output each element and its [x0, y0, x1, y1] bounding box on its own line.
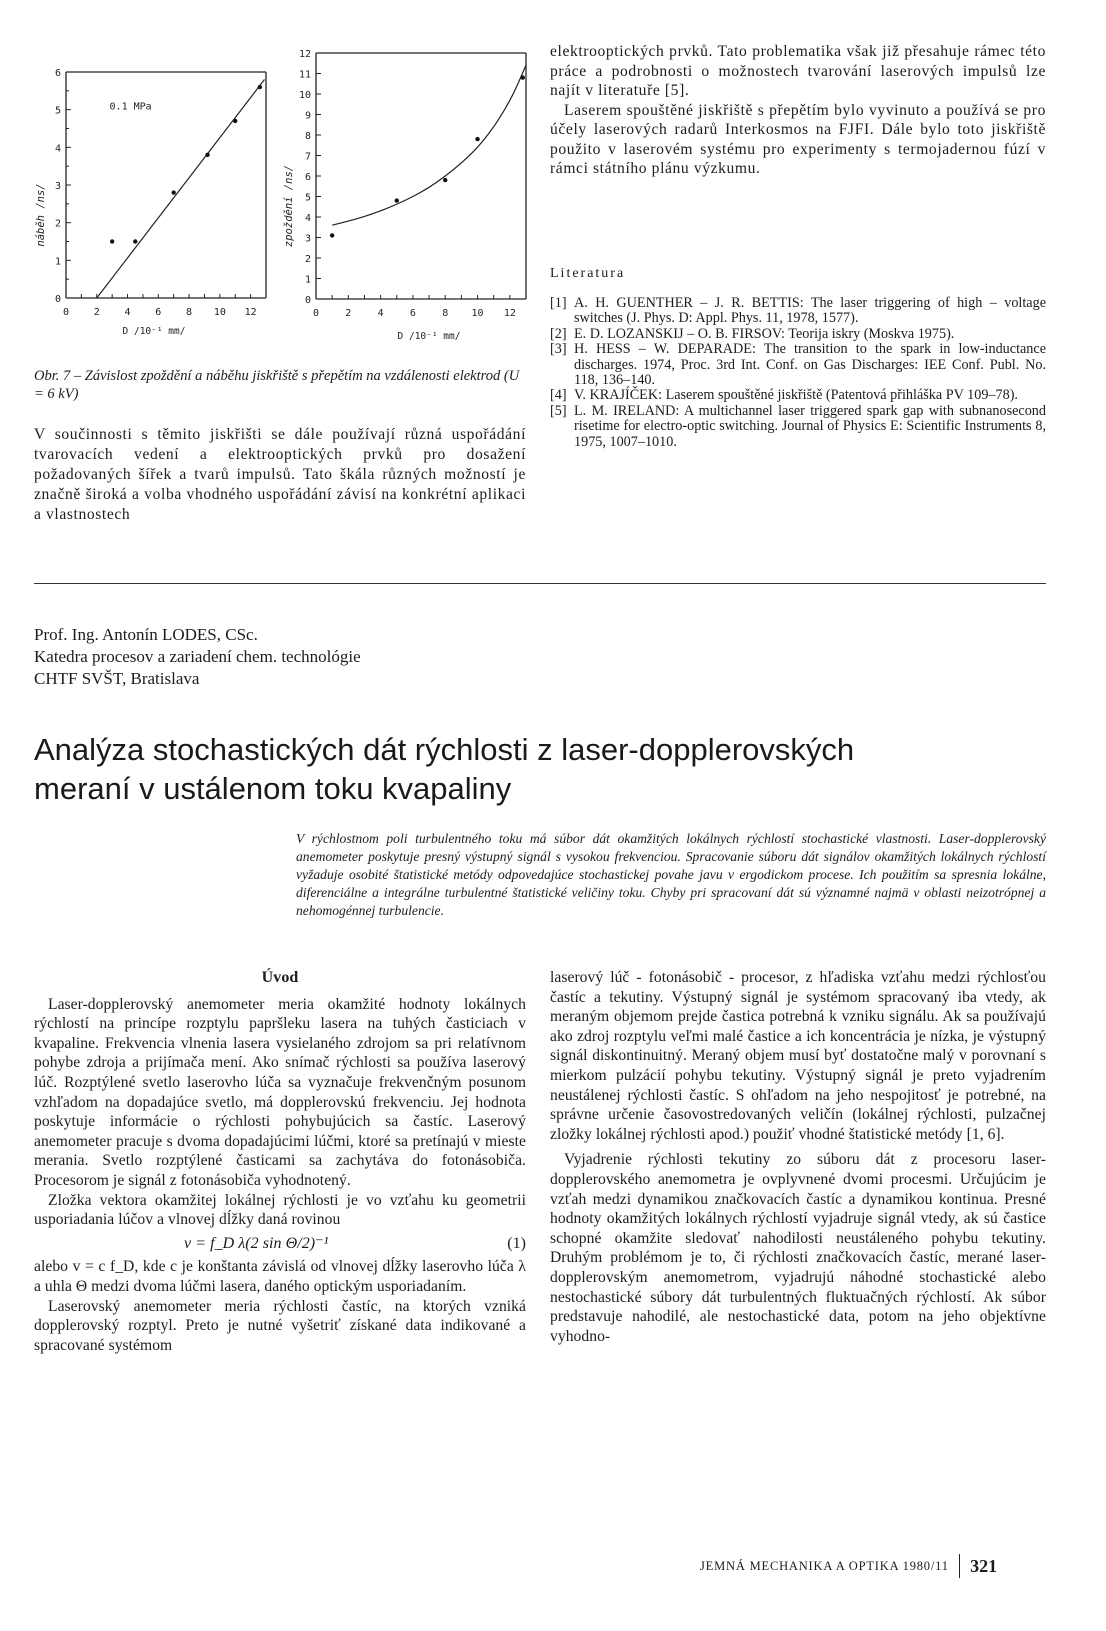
data-point: [133, 239, 137, 243]
reference-item: [550, 296, 1046, 327]
reference-text: L. M. IRELAND: A multichannel laser triggered spark gap with subnanosecond risetime for electro-optic switching. Journal of Physics E: Scientific Instruments 8, 1975, 1007–1010.: [574, 402, 1046, 450]
footer-journal: JEMNÁ MECHANIKA A OPTIKA 1980/11: [700, 1558, 949, 1573]
abstract: [296, 830, 1046, 920]
section-divider: [34, 583, 1046, 584]
reference-number: [2]: [550, 325, 567, 342]
data-point: [171, 190, 175, 194]
figure-caption: [34, 367, 526, 403]
page-number: 321: [970, 1555, 998, 1576]
y-tick-label: 3: [54, 181, 61, 192]
reference-item: [550, 327, 1046, 342]
x-tick-label: 6: [409, 308, 416, 319]
x-tick-label: 2: [93, 307, 100, 318]
right-top-p1: elektrooptických prvků. Tato problematika však již přesahuje rámec této práce a podrobnosti o možnostech tvarování laserových impulsů lze najít v literatuře [5].: [550, 43, 1046, 99]
x-tick-label: 6: [155, 307, 162, 318]
x-tick-label: 4: [124, 307, 131, 318]
footer-separator: [959, 1554, 960, 1578]
x-tick-label: 8: [442, 308, 449, 319]
y-tick-label: 12: [298, 49, 311, 60]
y-tick-label: 3: [304, 233, 311, 245]
author-institution: CHTF SVŠT, Bratislava: [34, 669, 200, 688]
y-tick-label: 7: [304, 151, 311, 163]
article-title-line-1: Analýza stochastických dát rýchlosti z laser-dopplerovských: [34, 732, 855, 767]
reference-text: V. KRAJÍČEK: Laserem spouštěné jiskřiště (Patentová přihláška PV 109–78).: [574, 387, 1018, 404]
y-tick-label: 2: [54, 218, 61, 230]
y-tick-label: 4: [304, 213, 311, 224]
intro-paragraph-3: alebo v = c f_D, kde c je konštanta závislá od vlnovej dĺžky laserovho lúča λ a uhla Θ medzi dvoma lúčmi lasera, daného optickým usporiadaním.: [34, 1258, 526, 1295]
reference-item: [550, 342, 1046, 388]
y-tick-label: 5: [304, 192, 311, 204]
y-tick-label: 4: [54, 143, 61, 155]
y-tick-label: 2: [304, 254, 311, 265]
x-axis-label: D /10⁻¹ mm/: [397, 331, 461, 342]
reference-number: [3]: [550, 341, 567, 358]
reference-text: H. HESS – W. DEPARADE: The transition to the spark in low-inductance discharges. 1974, Proc. 3rd Int. Conf. on Gas Discharges: IEE Conf. Publ. No. 118, 136–140.: [574, 341, 1046, 389]
x-axis-label: D /10⁻¹ mm/: [122, 326, 186, 337]
data-point: [205, 153, 209, 157]
literature-heading: Literatura: [550, 266, 626, 281]
y-tick-label: 6: [304, 172, 311, 183]
chart-delay: [280, 45, 530, 360]
data-point: [233, 119, 237, 123]
x-tick-label: 8: [186, 307, 193, 318]
y-tick-label: 6: [54, 68, 61, 79]
reference-text: A. H. GUENTHER – J. R. BETTIS: The laser triggering of high – voltage switches (J. Phys. D: Appl. Phys. 11, 1978, 1577).: [574, 295, 1046, 327]
y-tick-label: 0: [54, 294, 61, 305]
x-tick-label: 4: [377, 308, 384, 319]
reference-item: [550, 388, 1046, 403]
page-footer: [700, 1554, 997, 1578]
right-paragraph-2: Vyjadrenie rýchlosti tekutiny zo súboru dát z procesoru laser-dopplerovského anemometra je ovplyvnené dvomi procesmi. Určujúcim je vzťah medzi dynamikou značkovacích častíc a dynamikou kontinua. Presné hodnoty okamžitých lokálnych rýchlostí vyjadruje signál vtedy, ak sú častice schopné okamžite sledovať nahodilosti neustáleného pohybu tekutiny. Druhým problémom je to, či rýchlosti značkovacích častíc, merané laser-dopplerovským anemometrom, vyjadrujú náhodné stochastické alebo nestochastické súbory dát turbulentných fluktuačných rýchlostí. Ak súbor predstavuje nahodilé, ale nestochastické data, potom na jeho objektívne vyhodno-: [550, 1151, 1046, 1345]
right-column-body: [550, 968, 1046, 1346]
reference-text: E. D. LOZANSKIJ – O. B. FIRSOV: Teorija iskry (Moskva 1975).: [574, 325, 955, 342]
x-tick-label: 2: [345, 308, 352, 319]
data-point: [521, 75, 525, 79]
intro-paragraph-4: Laserovský anemometer meria rýchlosti častíc, na ktorých vzniká dopplerovský rozptyl. Preto je nutné vyšetriť získané data indikované a spracované systémom: [34, 1297, 526, 1354]
x-tick-label: 10: [471, 308, 484, 319]
y-axis-label: zpoždění /ns/: [283, 164, 295, 248]
equation-1-formula: v = f_D λ(2 sin Θ/2)⁻¹: [184, 1234, 329, 1252]
y-tick-label: 1: [304, 274, 311, 286]
reference-list: [550, 296, 1046, 450]
equation-1-number: (1): [507, 1234, 526, 1252]
left-top-text: V součinnosti s těmito jiskřišti se dále používají různá uspořádání tvarovacích vedení a elektrooptických prvků pro dosažení požadovaných šířek a tvarů impulsů. Tato škála různých možností je značně široká a volba vhodného uspořádání závisí na konkrétní aplikaci a vlastnostech: [34, 426, 526, 523]
y-tick-label: 11: [298, 69, 311, 81]
fit-curve: [332, 65, 526, 225]
y-tick-label: 8: [304, 131, 311, 142]
data-point: [258, 85, 262, 89]
author-dept: Katedra procesov a zariadení chem. technológie: [34, 647, 361, 666]
y-tick-label: 1: [54, 256, 61, 268]
figure-caption-text: Obr. 7 – Závislost zpoždění a náběhu jiskřiště s přepětím na vzdálenosti elektrod (U = 6 kV): [34, 368, 520, 402]
x-tick-label: 12: [503, 308, 516, 319]
author-block: [34, 624, 361, 690]
article-title: [34, 730, 1074, 808]
intro-heading: Úvod: [261, 969, 299, 986]
right-top-paragraphs: [550, 42, 1046, 179]
data-point: [110, 239, 114, 243]
equation-1: [34, 1234, 526, 1254]
y-tick-label: 5: [54, 105, 61, 117]
reference-number: [4]: [550, 387, 567, 404]
reference-number: [1]: [550, 295, 567, 311]
y-tick-label: 9: [304, 110, 311, 122]
y-tick-label: 0: [304, 295, 311, 306]
y-axis-label: náběh /ns/: [35, 183, 47, 247]
left-column-body: [34, 968, 526, 1355]
article-title-line-2: meraní v ustálenom toku kvapaliny: [34, 771, 512, 806]
data-point: [395, 198, 399, 202]
right-top-p2: Laserem spouštěné jiskřiště s přepětím bylo vyvinuto a používá se pro účely laserových radarů Interkosmos na FJFI. Dále bylo toto jiskřiště použito v laserovém systému pro experimenty s termojadernou fúzí v rámci státního plánu výzkumu.: [550, 101, 1046, 177]
x-tick-label: 10: [213, 307, 226, 318]
chart-annotation: 0.1 MPa: [109, 101, 152, 113]
author-name: Prof. Ing. Antonín LODES, CSc.: [34, 625, 258, 644]
right-paragraph-1: laserový lúč - fotonásobič - procesor, z hľadiska vzťahu medzi rýchlosťou častíc a tekutiny. Výstupný signál je systémom spracovaný iba vtedy, ak meraným objemom prejde častica potrebná k vzniku signálu. Ak sa používajú ako zdroj rozptylu veľmi malé častice a ich koncentrácia je nízka, je výstupný signál diskontinuitný. Meraný objem musí byť dostatočne malý v porovnaní s mierkom pulzácií pohybu tekutiny. Výstupný signál je preto vyjadrením neustálenej rýchlosti častíc. S ohľadom na jeho nespojitosť je potrebné, na správne určenie časovostredovaných veličín (lokálnej rýchlosti, pulzačnej zložky lokálnej rýchlosti apod.) použiť vhodné štatistické metódy [1, 6].: [550, 969, 1046, 1143]
x-tick-label: 0: [312, 308, 320, 319]
data-point: [443, 178, 447, 182]
reference-item: [550, 404, 1046, 450]
intro-paragraph-2: Zložka vektora okamžitej lokálnej rýchlosti je vo vzťahu ku geometrii usporiadania lúčov a vlnovej dĺžky daná rovinou: [34, 1191, 526, 1229]
left-top-paragraph: [34, 425, 526, 525]
data-point: [330, 233, 334, 237]
x-tick-label: 12: [244, 307, 257, 318]
x-tick-label: 0: [62, 307, 70, 318]
abstract-text: V rýchlostnom poli turbulentného toku má súbor dát okamžitých lokálnych rýchlostí stochastické vlastnosti. Laser-dopplerovský anemometer poskytuje presný výstupný signál s vysokou frekvenciou. Spracovanie súboru dát signálov okamžitých lokálnych rýchlostí vyžaduje osobité štatistické metódy odpovedajúce stochastickej povahe javu v ergodickom procese. Ich použitím sa spresnia lokálne, diferenciálne a integrálne turbulentné štatistické veličiny toku. Chyby pri spracovaní dát sú významné najmä v oblasti neizotrópnej a nehomogénnej turbulencie.: [296, 831, 1046, 918]
chart-rise-time: [30, 60, 270, 360]
y-tick-label: 10: [298, 90, 311, 101]
data-point: [475, 137, 479, 141]
reference-number: [5]: [550, 402, 567, 419]
intro-paragraph-1: Laser-dopplerovský anemometer meria okamžité hodnoty lokálnych rýchlostí na princípe rozptylu papršleku lasera na tuhých časticiach v kvapaline. Frekvencia vlnenia lasera vysielaného zdrojom sa pri relatívnom pohybe zdroja a prijímača mení. Ako snímač rýchlosti sa používa laserový lúč. Rozptýlené svetlo laserovho lúča sa vyznačuje frekvenčným posunom vzhľadom na dopadajúce svetlo, má dopplerovskú frekvenciu. Jej hodnota poskytuje informácie o rýchlosti pohybujúcich sa častíc. Laserový anemometer pracuje s dvoma dopadajúcimi lúčmi, ktoré sa pretínajú v mieste merania. Svetlo rozptýlené časticami sa zachytáva do fotonásobiča. Procesorom je signál z fotonásobiča vyhodnotený.: [34, 995, 526, 1189]
